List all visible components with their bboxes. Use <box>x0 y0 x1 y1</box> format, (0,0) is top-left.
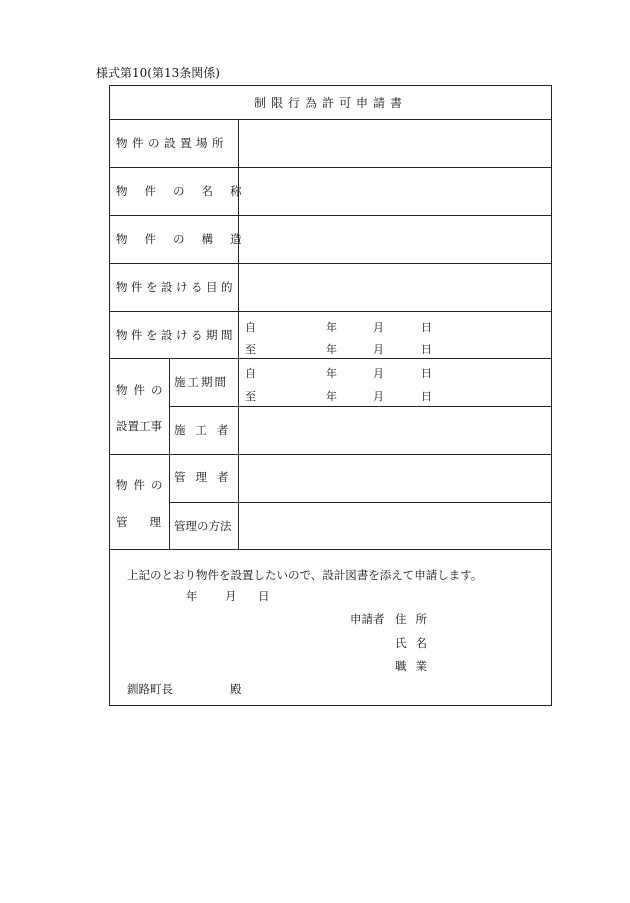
applicant-label: 申請者 <box>350 612 385 626</box>
label-manager <box>169 454 238 502</box>
management-group-line2 <box>110 514 183 530</box>
date-to: 至 <box>245 390 256 403</box>
date-from: 自 <box>245 367 256 380</box>
label-text: 物件の名称 <box>116 184 259 198</box>
construction-group-line2 <box>110 418 169 434</box>
date-from: 自 <box>245 321 256 334</box>
date-month: 月 <box>373 321 384 334</box>
label-period <box>110 311 238 358</box>
date-year: 年 <box>326 321 337 334</box>
date-day: 日 <box>421 321 432 334</box>
date-month: 月 <box>373 343 384 356</box>
declaration-day: 日 <box>258 589 270 603</box>
label-text: 物件を設ける期間 <box>116 327 236 342</box>
management-group-line1 <box>110 477 169 493</box>
declaration-year: 年 <box>186 589 198 603</box>
label-text: 物件の構造 <box>116 232 259 246</box>
date-month: 月 <box>373 390 384 403</box>
declaration-month: 月 <box>225 589 237 603</box>
date-day: 日 <box>421 367 432 380</box>
declaration-statement: 上記のとおり物件を設置したいので、設計図書を添えて申請します。 <box>127 568 483 582</box>
label-structure <box>110 215 259 263</box>
group-text: 設置工事 <box>116 419 162 433</box>
date-day: 日 <box>421 390 432 403</box>
date-year: 年 <box>326 343 337 356</box>
rule <box>110 549 551 550</box>
form-number: 様式第10(第13条関係) <box>96 66 220 80</box>
application-form <box>109 85 552 706</box>
address-label: 住所 <box>395 612 436 626</box>
form-title: 制限行為許可申請書 <box>253 96 407 110</box>
label-name <box>110 167 259 215</box>
label-text: 物件の設置場所 <box>116 136 228 150</box>
label-text: 管理の方法 <box>174 518 232 533</box>
label-location <box>110 119 238 167</box>
group-text: 物件の <box>116 478 169 492</box>
label-text: 物件を設ける目的 <box>116 280 236 294</box>
addressee: 釧路町長 <box>127 682 173 696</box>
date-day: 日 <box>421 343 432 356</box>
label-contractor <box>169 406 238 454</box>
label-construction-period <box>169 358 238 406</box>
label-text: 施工期間 <box>174 375 228 389</box>
date-year: 年 <box>326 390 337 403</box>
label-purpose <box>110 263 238 311</box>
label-text: 管理者 <box>174 470 239 484</box>
date-month: 月 <box>373 367 384 380</box>
name-label: 氏名 <box>395 636 436 650</box>
construction-group-line1 <box>110 382 169 398</box>
occupation-label: 職業 <box>395 659 436 673</box>
honorific: 殿 <box>230 682 242 696</box>
group-text: 物件の <box>116 383 169 397</box>
group-text: 管理 <box>116 515 183 529</box>
label-management-method <box>169 502 238 549</box>
date-year: 年 <box>326 367 337 380</box>
date-to: 至 <box>245 343 256 356</box>
label-text: 施工者 <box>174 423 239 437</box>
